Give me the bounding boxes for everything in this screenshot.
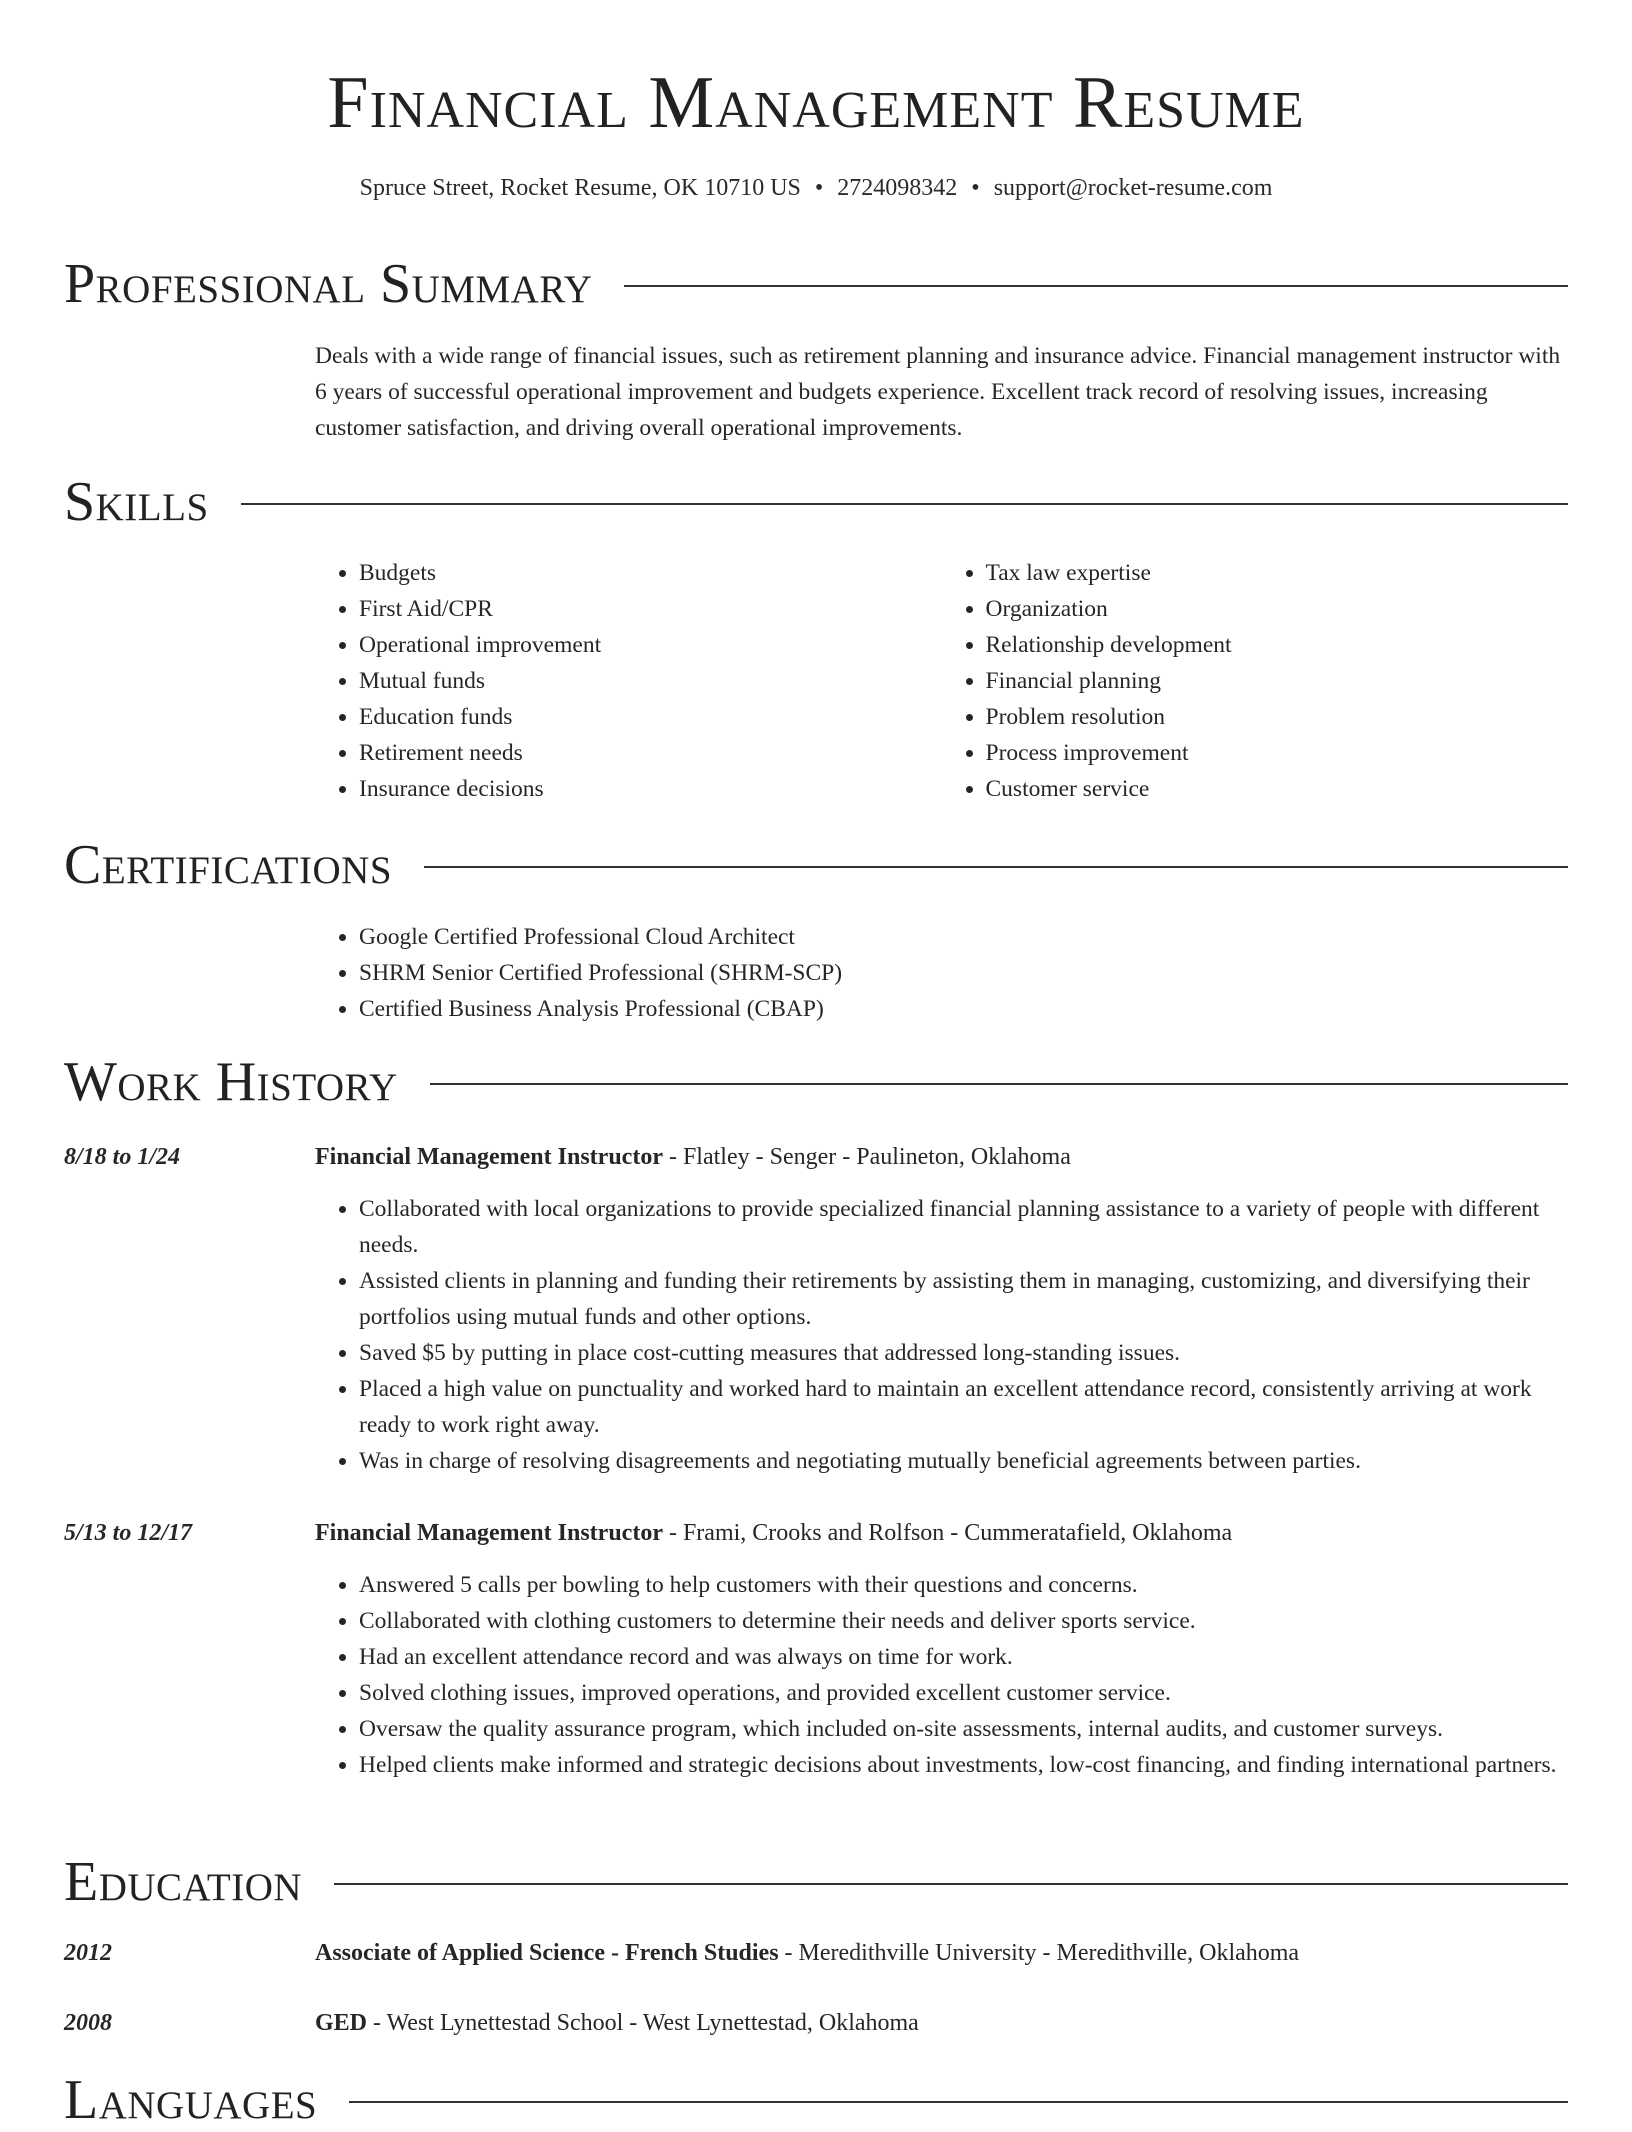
skill-item: • Education funds — [359, 699, 942, 735]
section-title: Professional Summary — [64, 253, 593, 315]
job-bullet: • Collaborated with clothing customers to determine their needs and deliver sports service. — [359, 1603, 1568, 1639]
education-school: - West Lynettestad School - West Lynettestad, Oklahoma — [367, 2010, 919, 2036]
section-work-header — [64, 1050, 1568, 1114]
contact-address: Spruce Street, Rocket Resume, OK 10710 US — [359, 175, 801, 201]
job-bullet: • Helped clients make informed and strategic decisions about investments, low-cost financing, and finding international partners. — [359, 1747, 1568, 1783]
section-title: Languages — [64, 2069, 318, 2131]
job-bullet: • Placed a high value on punctuality and worked hard to maintain an excellent attendance record, consistently arriving at work ready to work right away. — [359, 1371, 1568, 1443]
job-title: Financial Management Instructor — [315, 1144, 663, 1170]
job-bullet: • Answered 5 calls per bowling to help customers with their questions and concerns. — [359, 1567, 1568, 1603]
education-entry — [315, 1935, 1568, 1971]
skill-item: • Operational improvement — [359, 627, 942, 663]
job-bullets — [315, 1191, 1568, 1479]
section-divider — [334, 1883, 1568, 1885]
job-heading — [315, 1515, 1568, 1551]
job-employer: - Flatley - Senger - Paulineton, Oklahoma — [662, 1144, 1071, 1170]
skill-item: • First Aid/CPR — [359, 591, 942, 627]
section-divider — [424, 866, 1568, 868]
job-bullet: • Saved $5 by putting in place cost-cutting measures that addressed long-standing issues. — [359, 1335, 1568, 1371]
section-skills-header — [64, 470, 1568, 534]
job-bullet: • Oversaw the quality assurance program, which included on-site assessments, internal audits, and customer surveys. — [359, 1711, 1568, 1747]
skills-column-left — [315, 555, 942, 807]
education-year: 2008 — [64, 2010, 112, 2036]
skills-column-right — [942, 555, 1569, 807]
education-year: 2012 — [64, 1940, 112, 1966]
skill-item: • Retirement needs — [359, 735, 942, 771]
skill-item: • Problem resolution — [986, 699, 1569, 735]
section-divider — [430, 1083, 1568, 1085]
skill-item: • Mutual funds — [359, 663, 942, 699]
education-degree: Associate of Applied Science - French Studies — [315, 1940, 779, 1966]
skills-list — [315, 555, 1568, 807]
job-entry — [315, 1139, 1568, 1479]
section-summary-header — [64, 252, 1568, 316]
section-title: Skills — [64, 471, 209, 533]
skill-item: • Tax law expertise — [986, 555, 1569, 591]
section-languages-header — [64, 2068, 1568, 2132]
skill-item: • Insurance decisions — [359, 771, 942, 807]
job-title: Financial Management Instructor — [315, 1520, 663, 1546]
skill-item: • Process improvement — [986, 735, 1569, 771]
skill-item: • Budgets — [359, 555, 942, 591]
job-dates: 5/13 to 12/17 — [64, 1520, 193, 1546]
job-bullet: • Was in charge of resolving disagreements and negotiating mutually beneficial agreements between parties. — [359, 1443, 1568, 1479]
certifications-list — [315, 919, 1568, 1027]
job-bullet: • Collaborated with local organizations to provide specialized financial planning assistance to a variety of people with different needs. — [359, 1191, 1568, 1263]
summary-text: Deals with a wide range of financial issues, such as retirement planning and insurance advice. Financial management instructor with 6 years of successful operational improvement and budgets experience. Excellent track record of resolving issues, increasing customer satisfaction, and driving overall operational improvements. — [315, 343, 1561, 441]
job-bullet: • Solved clothing issues, improved operations, and provided excellent customer service. — [359, 1675, 1568, 1711]
job-dates: 8/18 to 1/24 — [64, 1144, 181, 1170]
resume-title: Financial Management Resume — [327, 62, 1305, 144]
section-title: Certifications — [64, 834, 393, 896]
section-education-header — [64, 1850, 1568, 1914]
certification-item: • SHRM Senior Certified Professional (SHRM-SCP) — [359, 955, 1568, 991]
job-heading — [315, 1139, 1568, 1175]
job-employer: - Frami, Crooks and Rolfson - Cummeratafield, Oklahoma — [662, 1520, 1233, 1546]
section-divider — [349, 2101, 1568, 2103]
education-school: - Meredithville University - Meredithville, Oklahoma — [778, 1940, 1300, 1966]
job-bullet: • Assisted clients in planning and funding their retirements by assisting them in managing, customizing, and diversifying their portfolios using mutual funds and other options. — [359, 1263, 1568, 1335]
certification-item: • Google Certified Professional Cloud Architect — [359, 919, 1568, 955]
skill-item: • Relationship development — [986, 627, 1569, 663]
contact-phone: 2724098342 — [837, 175, 958, 201]
job-bullets — [315, 1567, 1568, 1783]
resume-page — [64, 0, 1568, 2131]
skill-item: • Financial planning — [986, 663, 1569, 699]
contact-separator: • — [814, 175, 824, 201]
skill-item: • Organization — [986, 591, 1569, 627]
certification-item: • Certified Business Analysis Professional (CBAP) — [359, 991, 1568, 1027]
education-heading — [315, 1935, 1568, 1971]
education-degree: GED — [315, 2010, 368, 2036]
contact-email: support@rocket-resume.com — [993, 175, 1273, 201]
section-divider — [241, 503, 1568, 505]
section-title: Education — [64, 1851, 303, 1913]
job-bullet: • Had an excellent attendance record and was always on time for work. — [359, 1639, 1568, 1675]
section-title: Work History — [64, 1051, 398, 1113]
education-heading — [315, 2005, 1568, 2041]
skill-item: • Customer service — [986, 771, 1569, 807]
contact-separator: • — [971, 175, 980, 201]
education-entry — [315, 2005, 1568, 2041]
contact-line — [64, 172, 1568, 204]
section-certifications-header — [64, 833, 1568, 897]
summary-block — [315, 338, 1568, 446]
job-entry — [315, 1515, 1568, 1783]
section-divider — [624, 285, 1568, 287]
